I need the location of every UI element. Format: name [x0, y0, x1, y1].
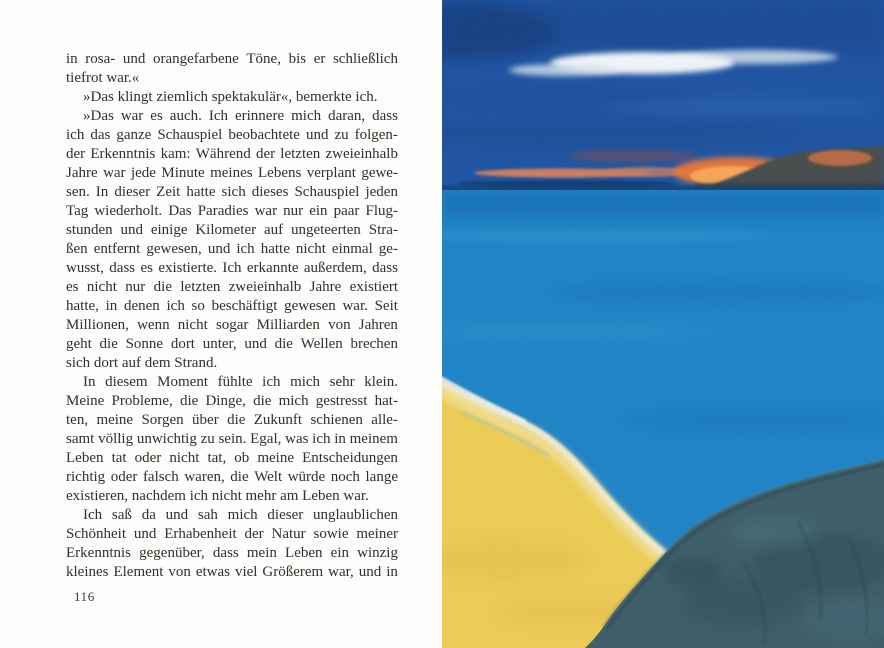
text-line: es nicht nur die letzten zweieinhalb Jahre existiert [66, 279, 398, 295]
text-line: existieren, nachdem ich nicht mehr am Leben war. [66, 488, 369, 504]
text-line: »Das klingt ziemlich spektakulär«, bemerkte ich. [83, 89, 378, 105]
text-line: In diesem Moment fühlte ich mich sehr klein. [83, 374, 398, 390]
text-line: tiefrot war.« [66, 70, 140, 86]
text-line: richtig oder falsch waren, die Welt würde noch lange [66, 469, 398, 485]
text-line: Schönheit und Erhabenheit der Natur sowie meiner [66, 526, 398, 542]
text-line: ßen entfernt gewesen, und ich hatte nicht einmal ge- [66, 241, 398, 257]
text-line: in rosa- und orangefarbene Töne, bis er schließlich [66, 51, 398, 67]
text-line: Tag wiederholt. Das Paradies war nur ein paar Flug- [66, 203, 398, 219]
text-line: der Erkenntnis kam: Während der letzten zweieinhalb [66, 146, 398, 162]
text-line: Erkenntnis gegenüber, dass mein Leben ein winzig [66, 545, 398, 561]
text-line: kleines Element von etwas viel Größerem war, und in [66, 564, 398, 580]
text-line: sich dort auf dem Strand. [66, 355, 218, 371]
sunset-illustration [442, 0, 884, 648]
text-line: »Das war es auch. Ich erinnere mich daran, dass [83, 108, 398, 124]
paper-grain [442, 0, 884, 648]
page-number: 116 [74, 589, 95, 604]
text-line: Millionen, wenn nicht sogar Milliarden von Jahren [66, 317, 398, 333]
text-line: ich das ganze Schauspiel beobachtete und zu folgen- [66, 127, 398, 143]
seascape-svg [442, 0, 884, 648]
text-line: Ich saß da und sah mich dieser unglaublichen [83, 507, 398, 523]
text-line: wusst, dass es existierte. Ich erkannte außerdem, dass [66, 260, 398, 276]
text-line: sen. In dieser Zeit hatte sich dieses Schauspiel jeden [66, 184, 398, 200]
text-line: samt völlig unwichtig zu sein. Egal, was ich in meinem [66, 431, 398, 447]
page-text [66, 50, 398, 582]
text-line: stunden und einige Kilometer auf ungeteerten Stra- [66, 222, 398, 238]
text-line: Meine Probleme, die Dinge, die mich gestresst hat- [66, 393, 398, 409]
text-line: Leben tat oder nicht tat, ob meine Entscheidungen [66, 450, 398, 466]
text-line: hatte, in denen ich so beschäftigt gewesen war. Seit [66, 298, 398, 314]
text-line: geht die Sonne dort unter, und die Wellen brechen [66, 336, 398, 352]
text-line: ten, meine Sorgen über die Zukunft schienen alle- [66, 412, 398, 428]
text-line: Jahre war jede Minute meines Lebens verplant gewe- [66, 165, 398, 181]
